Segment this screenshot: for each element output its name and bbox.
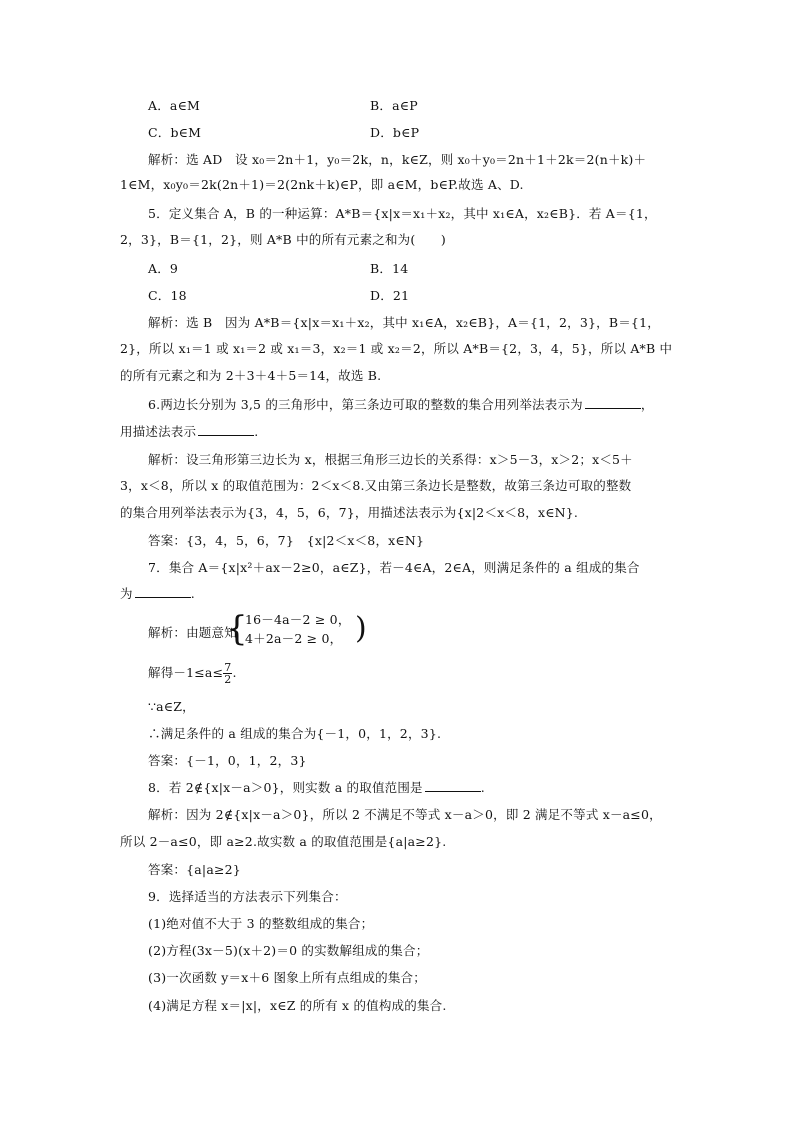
q6-solution-line-1: 解析：设三角形第三边长为 x，根据三角形三边长的关系得：x＞5－3，x＞2；x＜5＋ [148, 452, 633, 467]
answer-blank [135, 585, 191, 598]
q7-solution-lead: 解析：由题意知 [148, 625, 237, 640]
q4-option-c: C．b∈M [148, 125, 202, 140]
q9-item-3: (3)一次函数 y＝x＋6 图象上所有点组成的集合； [148, 970, 426, 985]
q8-stem-text: 8．若 2∉{x|x－a＞0}，则实数 a 的取值范围是 [148, 780, 423, 795]
left-brace: { [226, 609, 248, 649]
q9-item-1: (1)绝对值不大于 3 的整数组成的集合； [148, 916, 374, 931]
answer-blank [425, 779, 481, 792]
q7-answer: 答案：{－1，0，1，2，3} [148, 753, 307, 768]
q7-stem-punct: . [190, 586, 195, 601]
q7-since-line: ∵a∈Z， [148, 699, 195, 714]
q7-solve-line [148, 662, 237, 685]
q6-solution-line-2: 3，x＜8，所以 x 的取值范围为：2＜x＜8.又由第三条边长是整数，故第三条边可取的整数 [120, 478, 632, 493]
q6-stem-line-2 [120, 423, 258, 441]
q8-stem [148, 779, 485, 797]
fraction-denominator: 2 [224, 673, 232, 686]
q6-solution-line-3: 的集合用列举法表示为{3，4，5，6，7}，用描述法表示为{x|2＜x＜8，x∈N}. [120, 505, 579, 520]
q5-option-c: C．18 [148, 288, 187, 303]
q9-stem: 9．选择适当的方法表示下列集合： [148, 889, 347, 904]
q4-solution-line-2: 1∈M，x₀y₀＝2k(2n＋1)＝2(2nk＋k)∈P，即 a∈M，b∈P.故选 A、D. [120, 177, 524, 192]
right-brace: ) [355, 611, 367, 646]
q6-stem-text: 6.两边长分别为 3,5 的三角形中，第三条边可取的整数的集合用列举法表示为 [148, 397, 583, 412]
q5-solution-line-3: 的所有元素之和为 2＋3＋4＋5＝14，故选 B. [120, 368, 382, 383]
q7-therefore-line: ∴满足条件的 a 组成的集合为{－1，0，1，2，3}. [148, 726, 442, 741]
q8-answer: 答案：{a|a≥2} [148, 862, 241, 877]
q9-item-4: (4)满足方程 x＝|x|，x∈Z 的所有 x 的值构成的集合. [148, 998, 447, 1013]
q4-option-b: B．a∈P [370, 98, 418, 113]
q6-answer: 答案：{3，4，5，6，7} {x|2＜x＜8，x∈N} [148, 533, 425, 548]
q7-solve-end: . [232, 665, 237, 680]
q6-stem-text-2: 用描述法表示 [120, 424, 197, 439]
q7-inequality-1: 16－4a－2 ≥ 0， [245, 612, 351, 627]
q5-stem-line-2: 2，3}，B＝{1，2}，则 A*B 中的所有元素之和为( ) [120, 232, 446, 247]
q8-solution-line-2: 所以 2－a≤0，即 a≥2.故实数 a 的取值范围是{a|a≥2}. [120, 834, 447, 849]
q5-stem-line-1: 5．定义集合 A，B 的一种运算：A*B＝{x|x＝x₁＋x₂，其中 x₁∈A，x₂∈B}．若 A＝{1， [148, 206, 657, 221]
answer-blank [585, 396, 641, 409]
q5-solution-line-1: 解析：选 B 因为 A*B＝{x|x＝x₁＋x₂，其中 x₁∈A，x₂∈B}，A＝{1，2，3}，B＝{1， [148, 315, 660, 330]
fraction-numerator: 7 [224, 661, 232, 674]
q7-stem-line-2 [120, 585, 195, 603]
q5-option-b: B．14 [370, 261, 409, 276]
q6-stem-line-1 [148, 396, 654, 414]
q5-solution-line-2: 2}，所以 x₁＝1 或 x₁＝2 或 x₁＝3，x₂＝1 或 x₂＝2，所以 A*B＝{2，3，4，5}，所以 A*B 中 [120, 341, 673, 356]
q5-option-d: D．21 [370, 288, 410, 303]
q7-stem-line-1: 7．集合 A＝{x|x²＋ax－2≥0，a∈Z}，若－4∈A，2∈A，则满足条件的 a 组成的集合 [148, 560, 640, 575]
q4-option-a: A．a∈M [148, 98, 201, 113]
q7-inequality-2: 4＋2a－2 ≥ 0， [245, 631, 343, 646]
answer-blank [198, 423, 254, 436]
q5-option-a: A．9 [148, 261, 179, 276]
q8-solution-line-1: 解析：因为 2∉{x|x－a＞0}，所以 2 不满足不等式 x－a＞0，即 2 满足不等式 x－a≤0， [148, 807, 662, 822]
q7-solve-text: 解得－1≤a≤ [148, 665, 224, 680]
q7-stem-text-2: 为 [120, 586, 133, 601]
q9-item-2: (2)方程(3x－5)(x＋2)＝0 的实数解组成的集合； [148, 943, 429, 958]
q6-stem-punct-2: . [254, 424, 259, 439]
q6-stem-punct: ， [640, 397, 654, 412]
q4-solution-line-1: 解析：选 AD 设 x₀＝2n＋1，y₀＝2k，n，k∈Z，则 x₀＋y₀＝2n＋1＋2k＝2(n＋k)＋ [148, 152, 647, 167]
q4-option-d: D．b∈P [370, 125, 420, 140]
q8-stem-punct: . [480, 780, 485, 795]
